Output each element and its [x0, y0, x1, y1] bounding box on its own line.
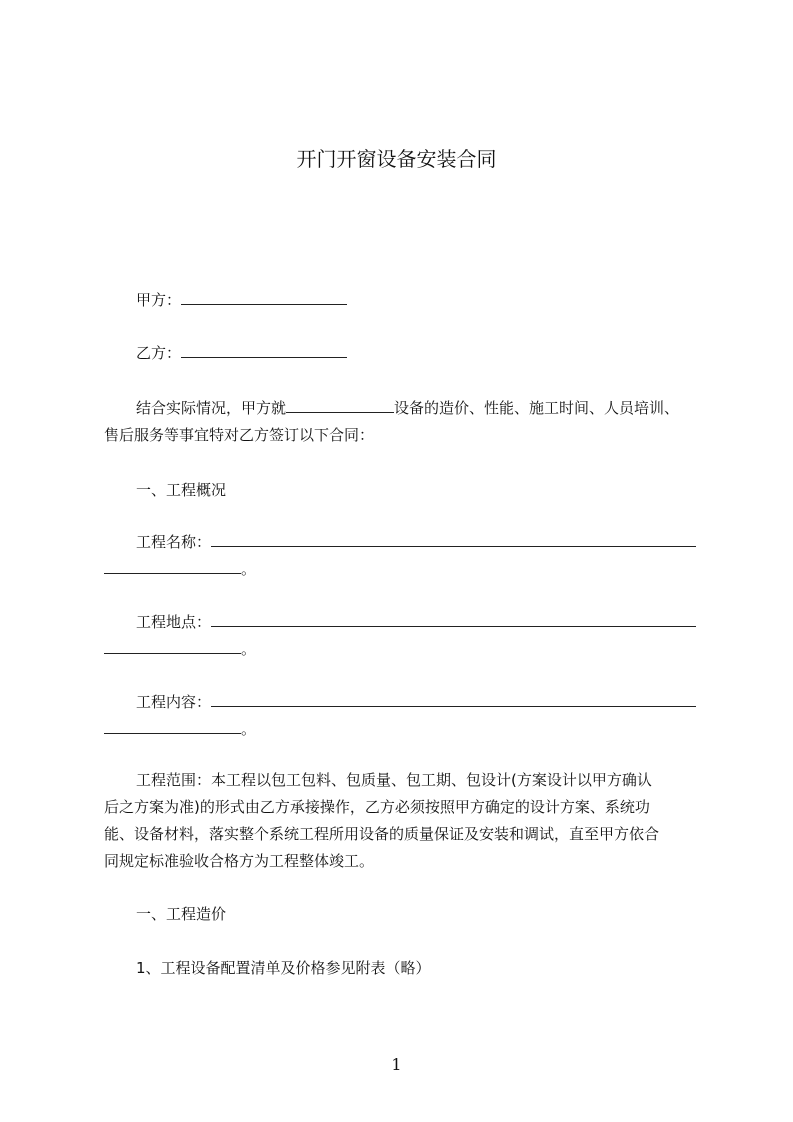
scope-line-4: 同规定标准验收合格方为工程整体竣工。 — [104, 852, 375, 870]
equipment-blank[interactable] — [286, 398, 394, 413]
project-content-blank-2[interactable] — [104, 719, 241, 734]
party-b-label: 乙方： — [136, 344, 182, 362]
item-1: 1、工程设备配置清单及价格参见附表（略） — [136, 959, 431, 977]
end-mark: 。 — [241, 720, 257, 738]
scope-line-1: 工程范围：本工程以包工包料、包质量、包工期、包设计(方案设计以甲方确认 — [136, 771, 652, 789]
project-content-blank[interactable] — [211, 692, 696, 707]
party-a-label: 甲方： — [136, 291, 182, 309]
project-location-line-2 — [104, 639, 256, 659]
intro-text-before: 结合实际情况，甲方就 — [136, 399, 287, 417]
project-location-blank[interactable] — [211, 612, 696, 627]
project-location-label: 工程地点： — [136, 613, 212, 631]
section-2-heading: 一、工程造价 — [136, 905, 227, 923]
project-name-line — [136, 532, 696, 552]
party-a-blank[interactable] — [181, 290, 347, 305]
end-mark: 。 — [241, 640, 257, 658]
page-number: 1 — [391, 1055, 402, 1074]
intro-line-2: 售后服务等事宜特对乙方签订以下合同： — [104, 426, 375, 444]
project-name-blank-2[interactable] — [104, 559, 241, 574]
project-content-line-2 — [104, 719, 256, 739]
party-b-blank[interactable] — [181, 343, 347, 358]
party-b-line — [136, 343, 347, 363]
project-location-blank-2[interactable] — [104, 639, 241, 654]
party-a-line — [136, 290, 347, 310]
end-mark: 。 — [241, 560, 257, 578]
scope-line-2: 后之方案为准)的形式由乙方承接操作，乙方必须按照甲方确定的设计方案、系统功 — [104, 798, 650, 816]
intro-text-after: 设备的造价、性能、施工时间、人员培训、 — [394, 399, 680, 417]
section-1-heading: 一、工程概况 — [136, 481, 227, 499]
project-name-label: 工程名称： — [136, 533, 212, 551]
scope-line-3: 能、设备材料，落实整个系统工程所用设备的质量保证及安装和调试，直至甲方依合 — [104, 825, 660, 843]
project-name-line-2 — [104, 559, 256, 579]
project-content-line — [136, 692, 696, 712]
intro-line-1 — [136, 398, 679, 418]
document-title: 开门开窗设备安装合同 — [296, 147, 497, 171]
project-location-line — [136, 612, 696, 632]
project-content-label: 工程内容： — [136, 693, 212, 711]
project-name-blank[interactable] — [211, 532, 696, 547]
